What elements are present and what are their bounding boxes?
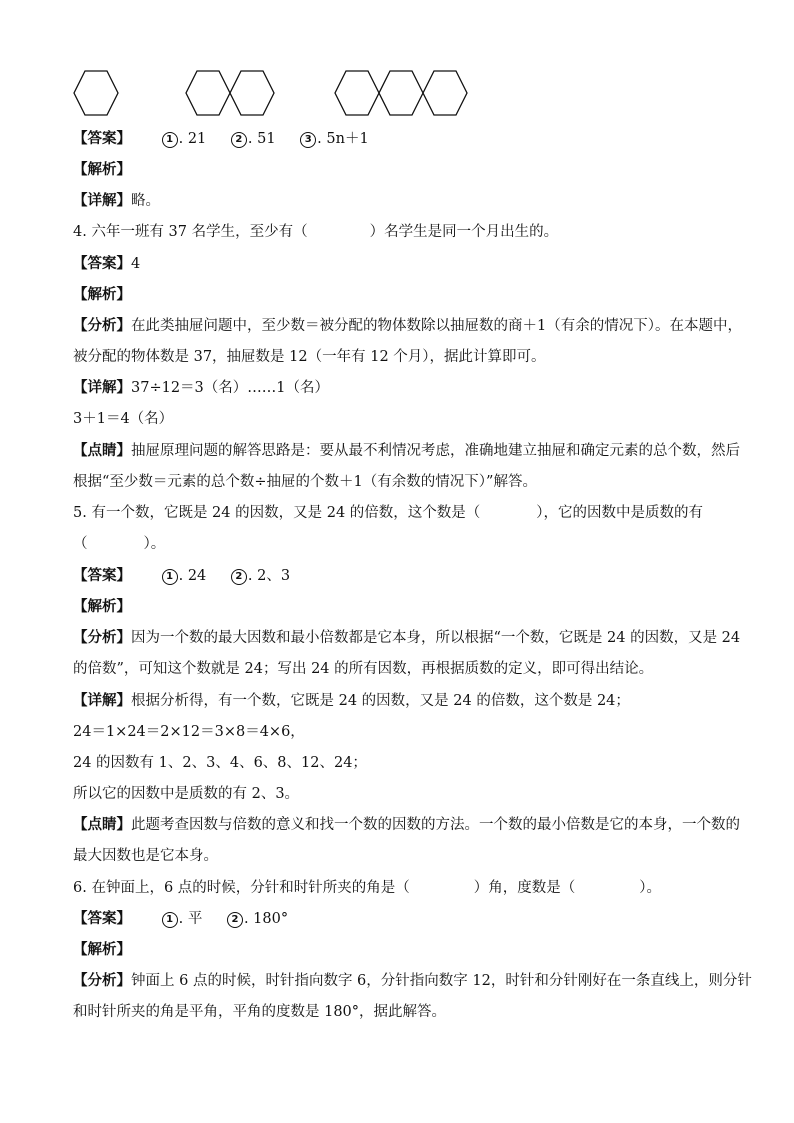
q4-detail-line-2: 3＋1＝4（名） [73,411,174,427]
q6-fenxi-line-2: 和时针所夹的角是平角，平角的度数是 180°，据此解答。 [73,1004,447,1020]
q5-detail-line-3: 24 的因数有 1、2、3、4、6、8、12、24； [73,755,367,771]
q3-answer-2: 51 [257,131,276,147]
marker-2: 2 [227,912,243,928]
q3-answer-1: 21 [187,131,207,147]
fenxi-tag: 【分析】 [73,317,131,334]
q4-question [73,222,558,242]
q5-answer-2: 2、3 [257,568,291,584]
q4-answer: 4 [131,256,141,272]
marker-2: 2 [231,569,247,585]
q5-detail-line-2: 24＝1×24＝2×12＝3×8＝4×6， [73,724,305,740]
answer-tag: 【答案】 [73,130,131,147]
q5-question-part-b: ），它的因数中是质数的有 [536,505,704,521]
answer-tag: 【答案】 [73,567,131,584]
detail-tag: 【详解】 [73,379,131,396]
hexagon-5 [379,71,423,115]
q5-question-part-a: 5. 有一个数，它既是 24 的因数，又是 24 的倍数，这个数是（ [73,505,481,521]
q5-question-close: ）。 [143,536,166,552]
marker-2: 2 [231,132,247,148]
marker-1: 1 [162,912,178,928]
q5-detail-line-1 [73,691,630,711]
q4-analysis-tag: 【解析】 [73,286,131,303]
fenxi-tag: 【分析】 [73,629,131,646]
hexagon-2 [186,71,230,115]
q6-question [73,878,661,898]
q5-fenxi-text-1: 因为一个数的最大因数和最小倍数都是它本身，所以根据“一个数，它既是 24 的因数，又是 24 [131,630,741,646]
fenxi-tag: 【分析】 [73,972,131,989]
q6-question-part-b: ）角，度数是（ [473,880,576,896]
marker-1: 1 [162,132,178,148]
q5-fenxi-line-2: 的倍数”，可知这个数就是 24；写出 24 的所有因数，再根据质数的定义，即可得出结论。 [73,661,654,677]
hexagon-6 [423,71,467,115]
q6-question-part-c: ）。 [639,880,662,896]
hexagon-1 [74,71,118,115]
q5-question-open: （ [73,536,88,552]
q5-comment-text-1: 此题考查因数与倍数的意义和找一个数的因数的方法。一个数的最小倍数是它的本身，一个数的 [131,817,740,833]
answer-tag: 【答案】 [73,255,131,272]
comment-tag: 【点睛】 [73,442,131,459]
q6-answer-line: 【答案】 1 . 平 2 . 180° [73,910,289,927]
q4-answer-line [73,254,140,274]
detail-tag: 【详解】 [73,192,131,209]
q3-answer-line: 【答案】 1 . 21 2 . 51 3 . 5n＋1 [73,130,369,147]
answer-tag: 【答案】 [73,910,131,927]
comment-tag: 【点睛】 [73,816,131,833]
q3-detail-text: 略。 [131,193,160,209]
hexagon-4 [335,71,379,115]
q6-analysis-tag: 【解析】 [73,941,131,958]
q5-comment-line-2: 最大因数也是它本身。 [73,848,218,864]
q5-detail-line-4: 所以它的因数中是质数的有 2、3。 [73,786,300,802]
q5-analysis-tag: 【解析】 [73,598,131,615]
q3-analysis-tag: 【解析】 [73,161,131,178]
q5-answer-1: 24 [187,568,207,584]
q4-comment-line-1 [73,441,740,461]
q4-comment-line-2: 根据“至少数＝元素的总个数÷抽屉的个数＋1（有余数的情况下）”解答。 [73,474,537,490]
q5-answer-line: 【答案】 1 . 24 2 . 2、3 [73,567,291,584]
q4-fenxi-line-1 [73,316,742,336]
detail-tag: 【详解】 [73,692,131,709]
q5-question-line-2 [73,534,165,554]
q3-answer-3: 5n＋1 [326,131,369,147]
q5-comment-line-1 [73,815,740,835]
q4-comment-text-1: 抽屉原理问题的解答思路是：要从最不利情况考虑，准确地建立抽屉和确定元素的总个数，然后 [131,443,740,459]
marker-3: 3 [300,132,316,148]
q6-answer-2: 180° [253,911,289,927]
q5-fenxi-line-1 [73,628,740,648]
q4-detail-text-1: 37÷12＝3（名）……1（名） [131,380,330,396]
q4-detail-line-1 [73,378,329,398]
q6-fenxi-text-1: 钟面上 6 点的时候，时针指向数字 6，分针指向数字 12，时针和分针刚好在一条直线上，则分针 [131,973,752,989]
q4-question-part-a: 4. 六年一班有 37 名学生，至少有（ [73,224,308,240]
q4-question-part-b: ）名学生是同一个月出生的。 [369,224,559,240]
q5-question-line-1 [73,503,703,523]
hexagon-3 [230,71,274,115]
q6-answer-1: 平 [187,911,203,927]
marker-1: 1 [162,569,178,585]
q6-fenxi-line-1 [73,971,752,991]
q4-fenxi-line-2: 被分配的物体数是 37，抽屉数是 12（一年有 12 个月），据此计算即可。 [73,349,546,365]
q3-detail-line [73,191,160,211]
q5-detail-text-1: 根据分析得，有一个数，它既是 24 的因数，又是 24 的倍数，这个数是 24； [131,693,630,709]
hexagon-pattern-figure [0,60,794,122]
q6-question-part-a: 6. 在钟面上，6 点的时候，分针和时针所夹的角是（ [73,880,410,896]
q4-fenxi-text-1: 在此类抽屉问题中，至少数＝被分配的物体数除以抽屉数的商＋1（有余的情况下）。在本题中， [131,318,742,334]
